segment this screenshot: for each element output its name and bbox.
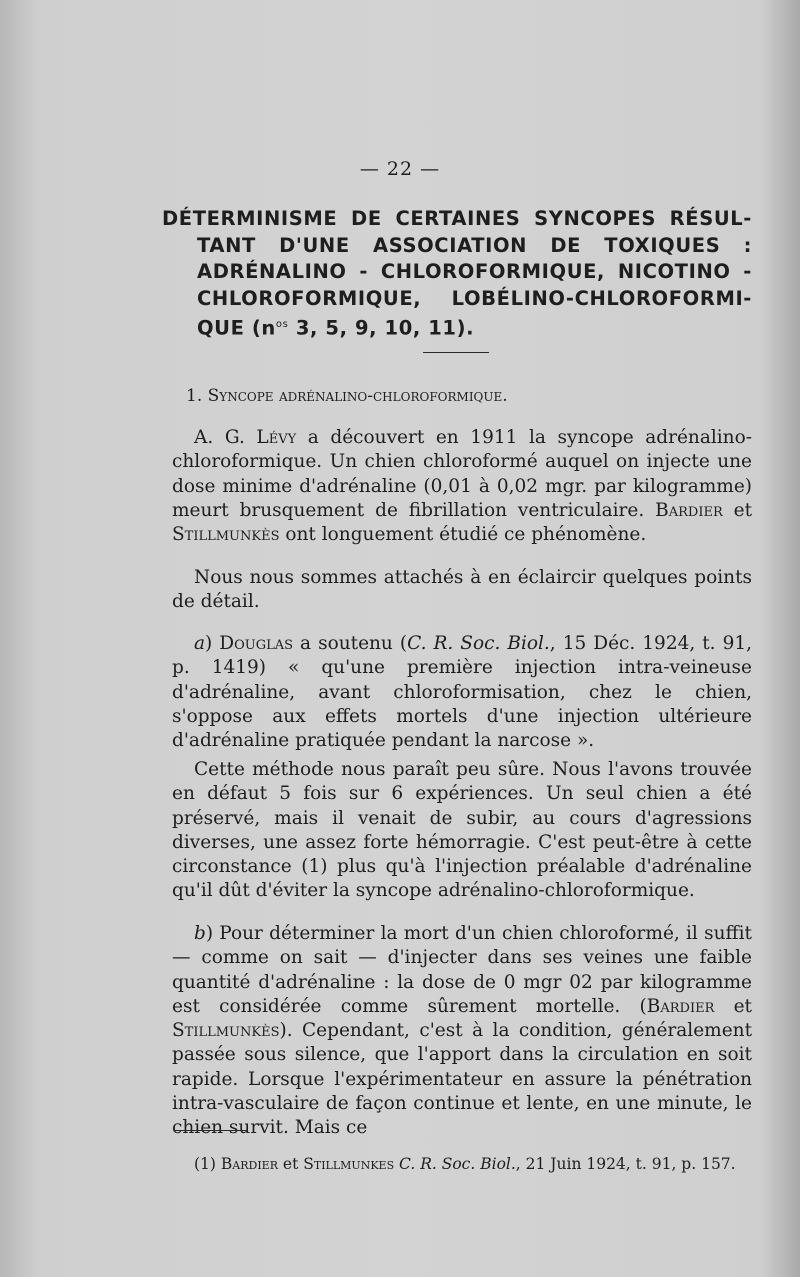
item-label: b — [194, 923, 206, 944]
p3-text-c: , 15 Déc. 1924, t. 91, p. 1419) « qu'une première injection intra-veineuse d'adrénaline, avant chloroformisation, chez le chien, s'oppose aux effets mortels d'une injection ultérieure d'adrénaline pratiquée pendant la narcose ». — [172, 633, 752, 752]
title-separator-rule — [423, 352, 489, 353]
footnote-text-c: , 21 Juin 1924, t. 91, p. 157. — [515, 1155, 736, 1173]
p3-text-b: a soutenu ( — [293, 633, 408, 654]
paragraph-3 — [172, 632, 752, 753]
footnote-text-a: et — [277, 1155, 304, 1173]
paragraph-4 — [172, 758, 752, 904]
section-title: Syncope adrénalino-chloroformique. — [207, 386, 508, 406]
author-name: Stillmunkès — [172, 1020, 280, 1042]
p1-text-a: A. G. — [194, 427, 257, 448]
title-line-4: CHLOROFORMIQUE, LOBÉLINO-CHLOROFORMI- — [197, 286, 752, 310]
paragraph-5 — [172, 922, 752, 1141]
title-line-5 — [162, 312, 752, 342]
p1-text-b: a découvert en 1911 la syncope adrénalino-chloroformique. Un chien chloroformé auquel on injecte une dose minime d'adrénaline (0,01 à 0,02 mgr. par kilogramme) meurt brusquement de fibrillation ventriculaire. — [172, 427, 752, 521]
p5-text-a: ) Pour déterminer la mort d'un chien chloroformé, il suffit — comme on sait — d'injecter dans ses veines une faible quantité d'adrénaline : la dose de 0 mgr 02 par kilogramme est considérée comme sûrement mortelle. ( — [172, 923, 752, 1017]
author-name: Stillmunkes — [303, 1155, 395, 1173]
chapter-title — [162, 206, 752, 342]
p4-text: Cette méthode nous paraît peu sûre. Nous l'avons trouvée en défaut 5 fois sur 6 expériences. Un seul chien a été préservé, mais il venait de subir, au cours d'agressions diverses, une assez forte hémorragie. C'est peut-être à cette circonstance (1) plus qu'à l'injection préalable d'adrénaline qu'il dût d'éviter la syncope adrénalino-chloroformique. — [172, 759, 752, 902]
author-name: Stillmunkès — [172, 524, 280, 546]
title-line-1: DÉTERMINISME DE CERTAINES SYNCOPES RÉSUL- — [162, 207, 752, 230]
footnote-rule — [174, 1130, 246, 1131]
p1-text-c: et — [722, 499, 753, 521]
journal-reference: C. R. Soc. Biol. — [399, 1155, 516, 1173]
title-line-5-text: QUE (n — [197, 316, 276, 340]
author-name: Lévy — [256, 427, 297, 448]
title-line-5-numbers: 3, 5, 9, 10, 11). — [288, 316, 475, 340]
page-number: — 22 — — [359, 158, 441, 180]
item-label: a — [194, 633, 206, 654]
section-number: 1. — [186, 386, 203, 406]
p1-text-d: ont longuement étudié ce phénomène. — [279, 524, 647, 546]
p5-text-c: ). Cependant, c'est à la condition, généralement passée sous silence, que l'apport dans la circulation en soit rapide. Lorsque l'expérimentateur en assure la pénétration intra-vasculaire de façon continue et lente, en une minute, le chien survit. Mais ce — [172, 1020, 752, 1139]
title-line-3: ADRÉNALINO - CHLOROFORMIQUE, NICOTINO - — [197, 260, 752, 283]
section-heading — [186, 386, 508, 406]
author-name: Bardier — [220, 1155, 278, 1173]
author-name: Bardier — [646, 995, 715, 1017]
p3-text-a: ) — [205, 633, 220, 654]
author-name: Bardier — [655, 499, 723, 521]
p5-text-b: et — [714, 995, 752, 1017]
title-line-2: TANT D'UNE ASSOCIATION DE TOXIQUES : — [197, 233, 752, 257]
p2-text: Nous nous sommes attachés à en éclaircir quelques points de détail. — [172, 567, 752, 613]
journal-reference: C. R. Soc. Biol. — [407, 633, 550, 654]
footnote — [194, 1154, 754, 1174]
title-superscript: os — [275, 319, 289, 330]
paragraph-1 — [172, 426, 752, 547]
footnote-marker: (1) — [194, 1155, 221, 1173]
paragraph-2 — [172, 566, 752, 615]
author-name: Douglas — [219, 633, 294, 654]
